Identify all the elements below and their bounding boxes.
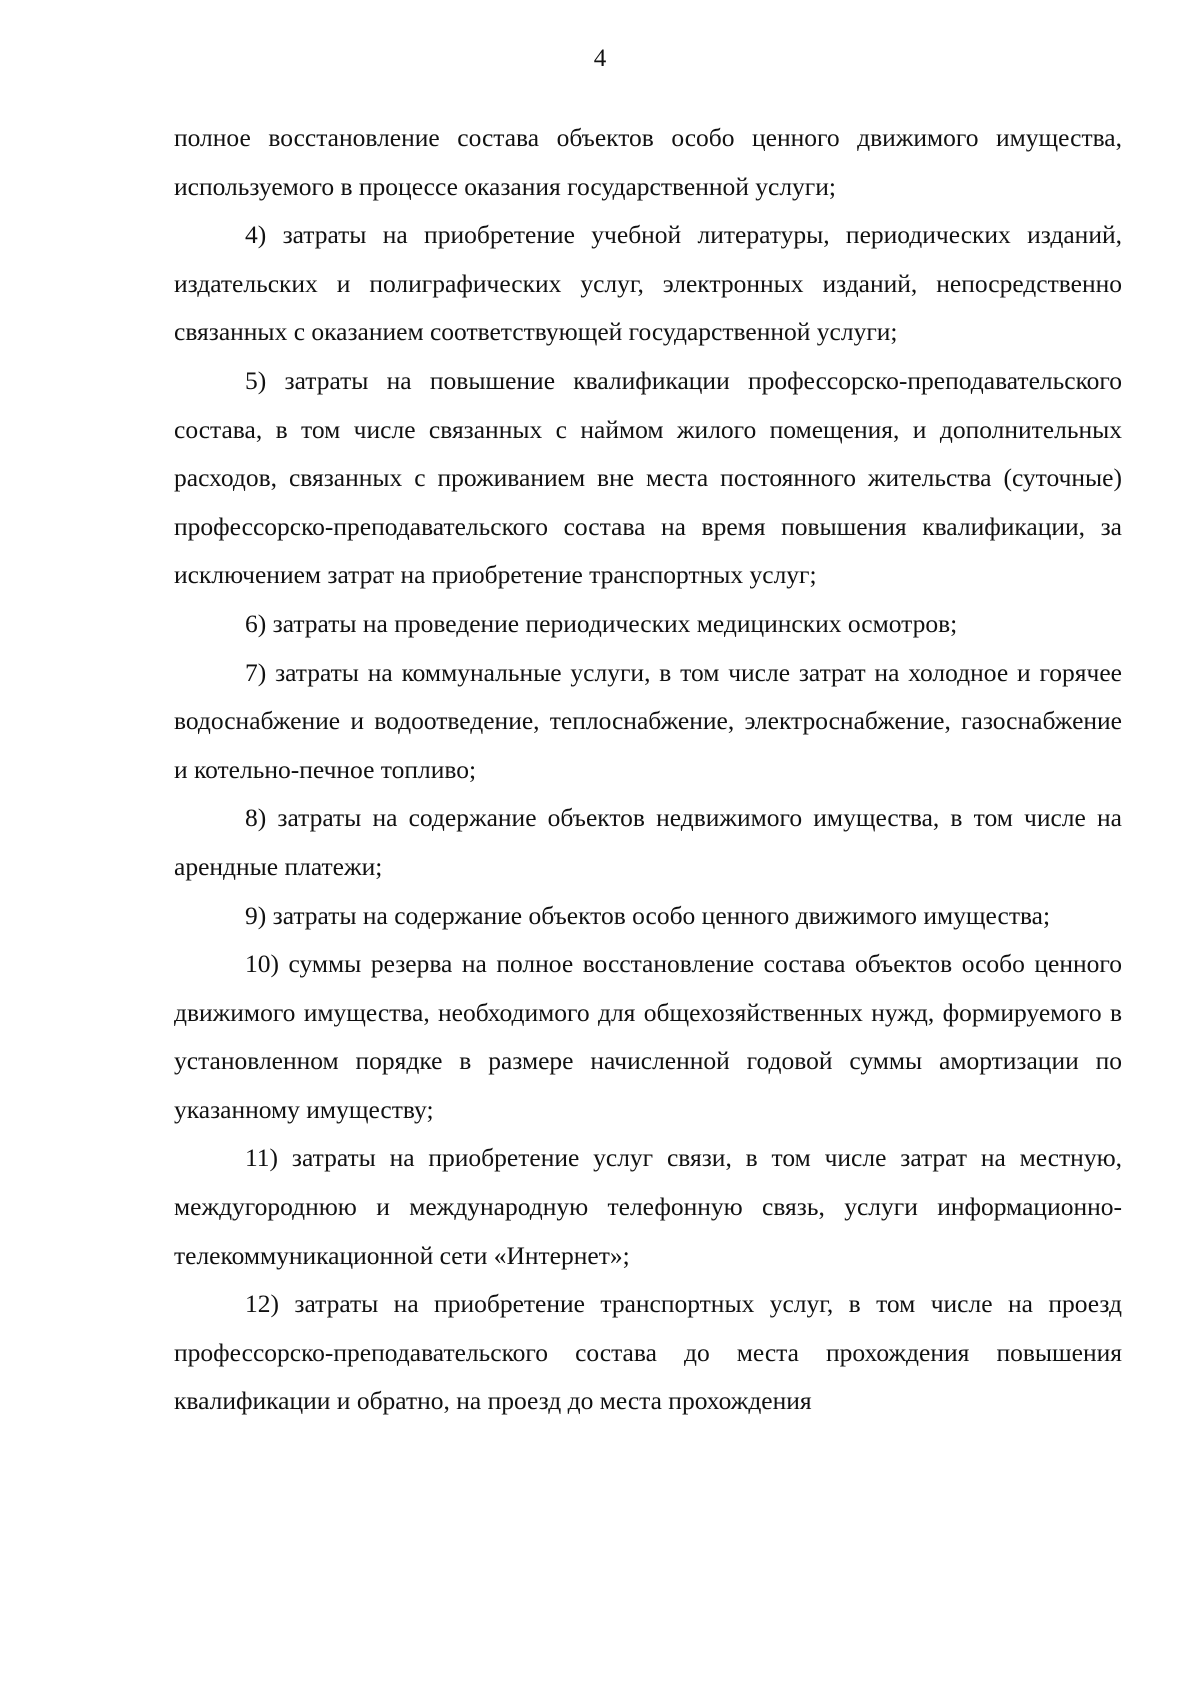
list-item-5: 5) затраты на повышение квалификации профессорско-преподавательского состава, в том числе связанных с наймом жилого помещения, и дополнительных расходов, связанных с проживанием вне места постоянного жительства (суточные) профессорско-преподавательского состава на время повышения квалификации, за исключением затрат на приобретение транспортных услуг; <box>174 365 1122 590</box>
paragraph-continuation: полное восстановление состава объектов особо ценного движимого имущества, используемого в процессе оказания государственной услуги; <box>174 123 1122 201</box>
list-item-10: 10) суммы резерва на полное восстановление состава объектов особо ценного движимого имущества, необходимого для общехозяйственных нужд, формируемого в установленном порядке в размере начисленной годовой суммы амортизации по указанному имуществу; <box>174 949 1122 1124</box>
list-item-6: 6) затраты на проведение периодических медицинских осмотров; <box>245 608 958 638</box>
list-item-7: 7) затраты на коммунальные услуги, в том числе затрат на холодное и горячее водоснабжение и водоотведение, теплоснабжение, электроснабжение, газоснабжение и котельно-печное топливо; <box>174 657 1122 784</box>
list-item-11: 11) затраты на приобретение услуг связи, в том числе затрат на местную, междугороднюю и международную телефонную связь, услуги информационно-телекоммуникационной сети «Интернет»; <box>174 1143 1122 1270</box>
list-item-12: 12) затраты на приобретение транспортных услуг, в том числе на проезд профессорско-преподавательского состава до места прохождения повышения квалификации и обратно, на проезд до места прохождения <box>174 1289 1122 1416</box>
page-number: 4 <box>593 45 607 72</box>
list-item-4: 4) затраты на приобретение учебной литературы, периодических изданий, издательских и полиграфических услуг, электронных изданий, непосредственно связанных с оказанием соответствующей государственной услуги; <box>174 220 1122 347</box>
list-item-8: 8) затраты на содержание объектов недвижимого имущества, в том числе на арендные платежи; <box>174 803 1122 881</box>
document-body <box>174 114 1122 1426</box>
list-item-9: 9) затраты на содержание объектов особо ценного движимого имущества; <box>245 900 1051 930</box>
